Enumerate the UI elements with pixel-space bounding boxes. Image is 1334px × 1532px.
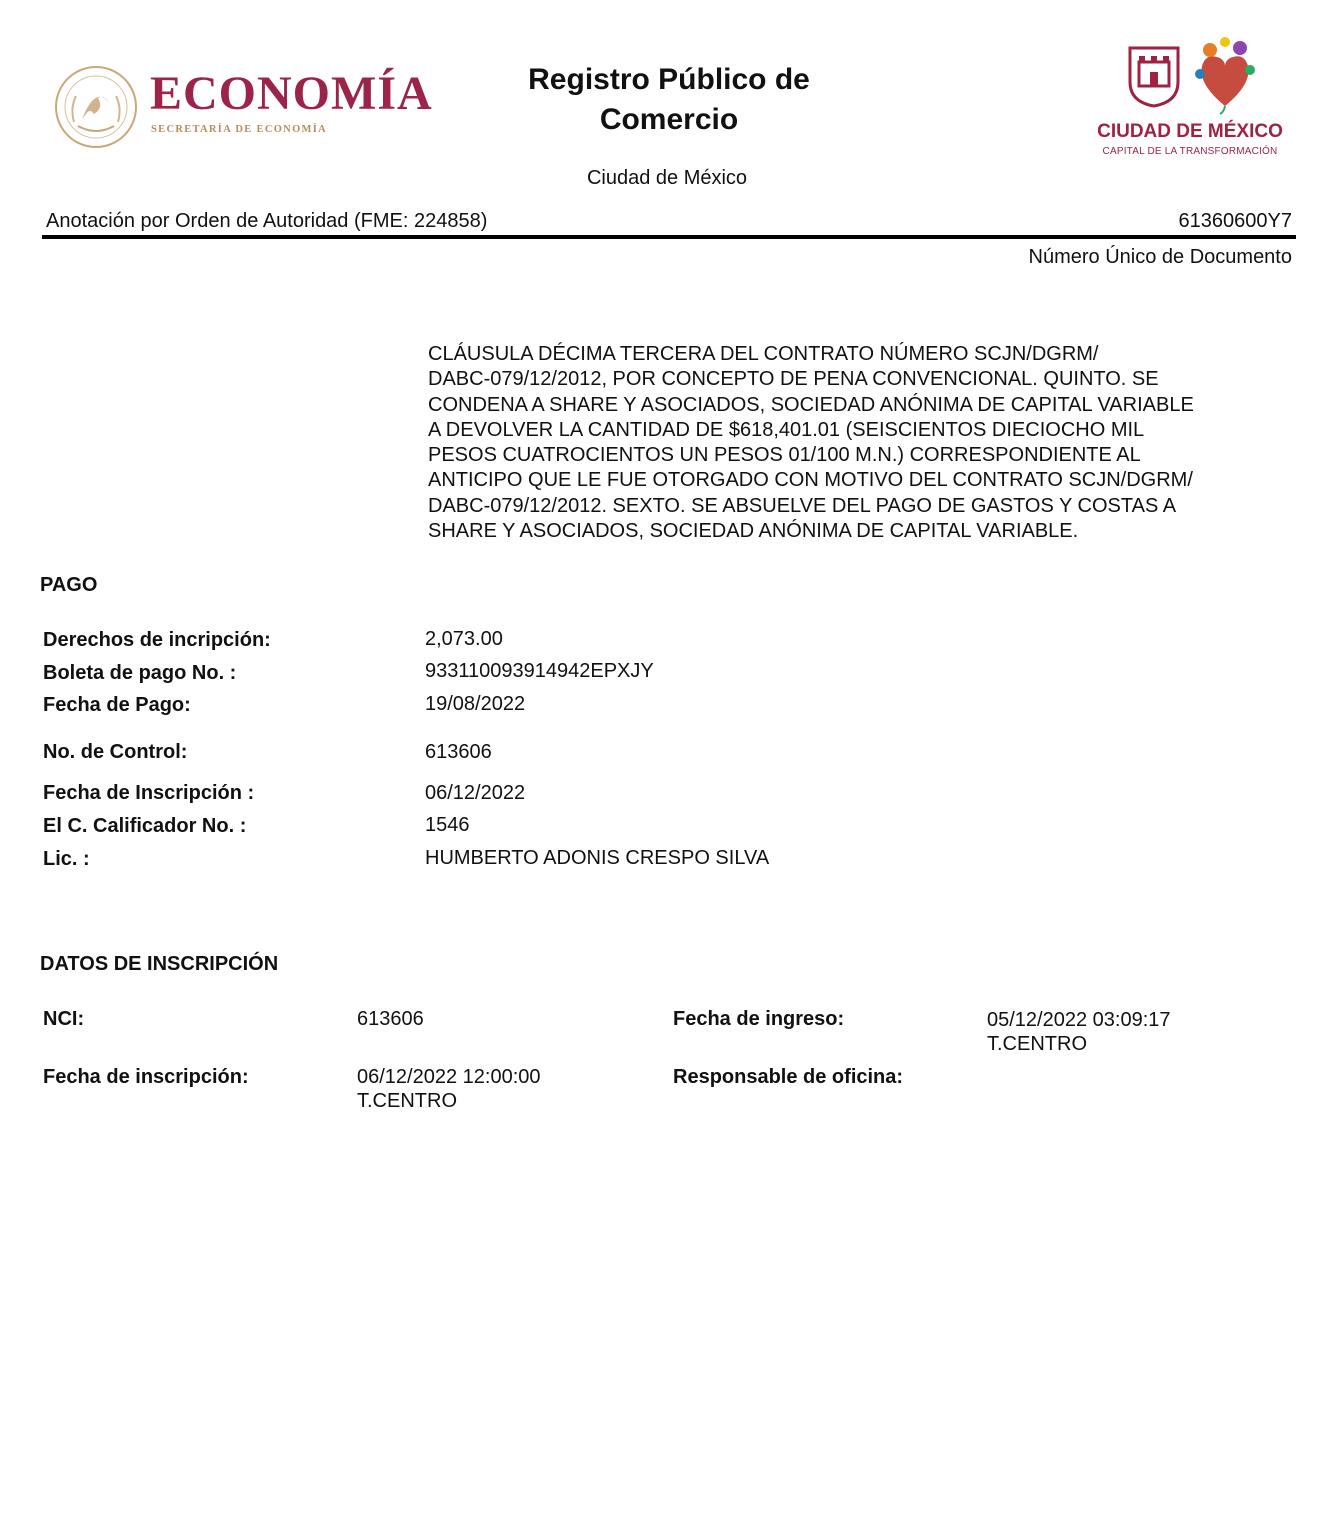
cdmx-logo	[1082, 36, 1304, 164]
clause-line: DABC-079/12/2012. SEXTO. SE ABSUELVE DEL PAGO DE GASTOS Y COSTAS A	[428, 494, 1177, 517]
economia-wordmark: ECONOMÍA	[150, 67, 433, 120]
calificador-value: 1546	[425, 814, 470, 836]
cdmx-wordmark: CIUDAD DE MÉXICO	[1097, 121, 1283, 142]
fecha-inscripcion-datos-value	[357, 1065, 541, 1113]
annotation-type: Anotación por Orden de Autoridad (FME: 224858)	[46, 210, 488, 232]
derechos-label: Derechos de incripción:	[43, 629, 271, 651]
lic-value: HUMBERTO ADONIS CRESPO SILVA	[425, 847, 770, 869]
pago-heading: PAGO	[40, 574, 98, 596]
fecha-ingreso-label: Fecha de ingreso:	[673, 1008, 845, 1030]
cdmx-flower-heart-icon	[1190, 36, 1260, 116]
economia-logo	[52, 64, 437, 150]
fecha-inscripcion-datos-label: Fecha de inscripción:	[43, 1066, 249, 1088]
clause-line: A DEVOLVER LA CANTIDAD DE $618,401.01 (SEISCIENTOS DIECIOCHO MIL	[428, 418, 1145, 441]
clause-line: CONDENA A SHARE Y ASOCIADOS, SOCIEDAD ANÓNIMA DE CAPITAL VARIABLE	[428, 393, 1194, 416]
fecha-inscripcion-zone: T.CENTRO	[357, 1090, 457, 1112]
clause-line: ANTICIPO QUE LE FUE OTORGADO CON MOTIVO DEL CONTRATO SCJN/DGRM/	[428, 469, 1193, 492]
fecha-pago-label: Fecha de Pago:	[43, 694, 191, 716]
no-control-label: No. de Control:	[43, 741, 188, 763]
fecha-ingreso-zone: T.CENTRO	[987, 1033, 1087, 1055]
no-control-value: 613606	[425, 741, 492, 763]
datos-inscripcion-heading: DATOS DE INSCRIPCIÓN	[40, 953, 279, 975]
header-divider	[42, 235, 1296, 239]
clause-line: SHARE Y ASOCIADOS, SOCIEDAD ANÓNIMA DE CAPITAL VARIABLE.	[428, 520, 1079, 543]
clause-line: DABC-079/12/2012, POR CONCEPTO DE PENA CONVENCIONAL. QUINTO. SE	[428, 368, 1159, 391]
derechos-value: 2,073.00	[425, 628, 503, 650]
document-number-label: Número Único de Documento	[1028, 246, 1292, 268]
boleta-label: Boleta de pago No. :	[43, 662, 237, 684]
fecha-pago-value: 19/08/2022	[425, 693, 526, 715]
page-title: Registro Público de Comercio	[528, 63, 810, 136]
clause-line: CLÁUSULA DÉCIMA TERCERA DEL CONTRATO NÚMERO SCJN/DGRM/	[428, 343, 1099, 365]
calificador-label: El C. Calificador No. :	[43, 815, 247, 837]
clause-line: PESOS CUATROCIENTOS UN PESOS 01/100 M.N.) CORRESPONDIENTE AL	[428, 444, 1141, 467]
fecha-ingreso-value	[987, 1008, 1171, 1056]
cdmx-tagline: CAPITAL DE LA TRANSFORMACIÓN	[1102, 146, 1278, 157]
document-city: Ciudad de México	[586, 167, 748, 189]
cdmx-shield-icon	[1128, 46, 1180, 108]
nci-label: NCI:	[43, 1008, 85, 1030]
fecha-inscripcion-datetime: 06/12/2022 12:00:00	[357, 1066, 541, 1088]
nci-value: 613606	[357, 1008, 424, 1030]
economia-subtitle: SECRETARÍA DE ECONOMÍA	[151, 124, 328, 135]
responsable-oficina-label: Responsable de oficina:	[673, 1066, 904, 1088]
mexico-coat-of-arms-icon	[52, 64, 140, 150]
boleta-value: 933110093914942EPXJY	[425, 660, 654, 682]
fecha-ingreso-datetime: 05/12/2022 03:09:17	[987, 1009, 1171, 1031]
fecha-inscripcion-value: 06/12/2022	[425, 782, 526, 804]
lic-label: Lic. :	[43, 848, 90, 870]
fecha-inscripcion-label: Fecha de Inscripción :	[43, 782, 255, 804]
document-number: 61360600Y7	[1178, 210, 1292, 232]
clause-text	[428, 342, 1308, 544]
